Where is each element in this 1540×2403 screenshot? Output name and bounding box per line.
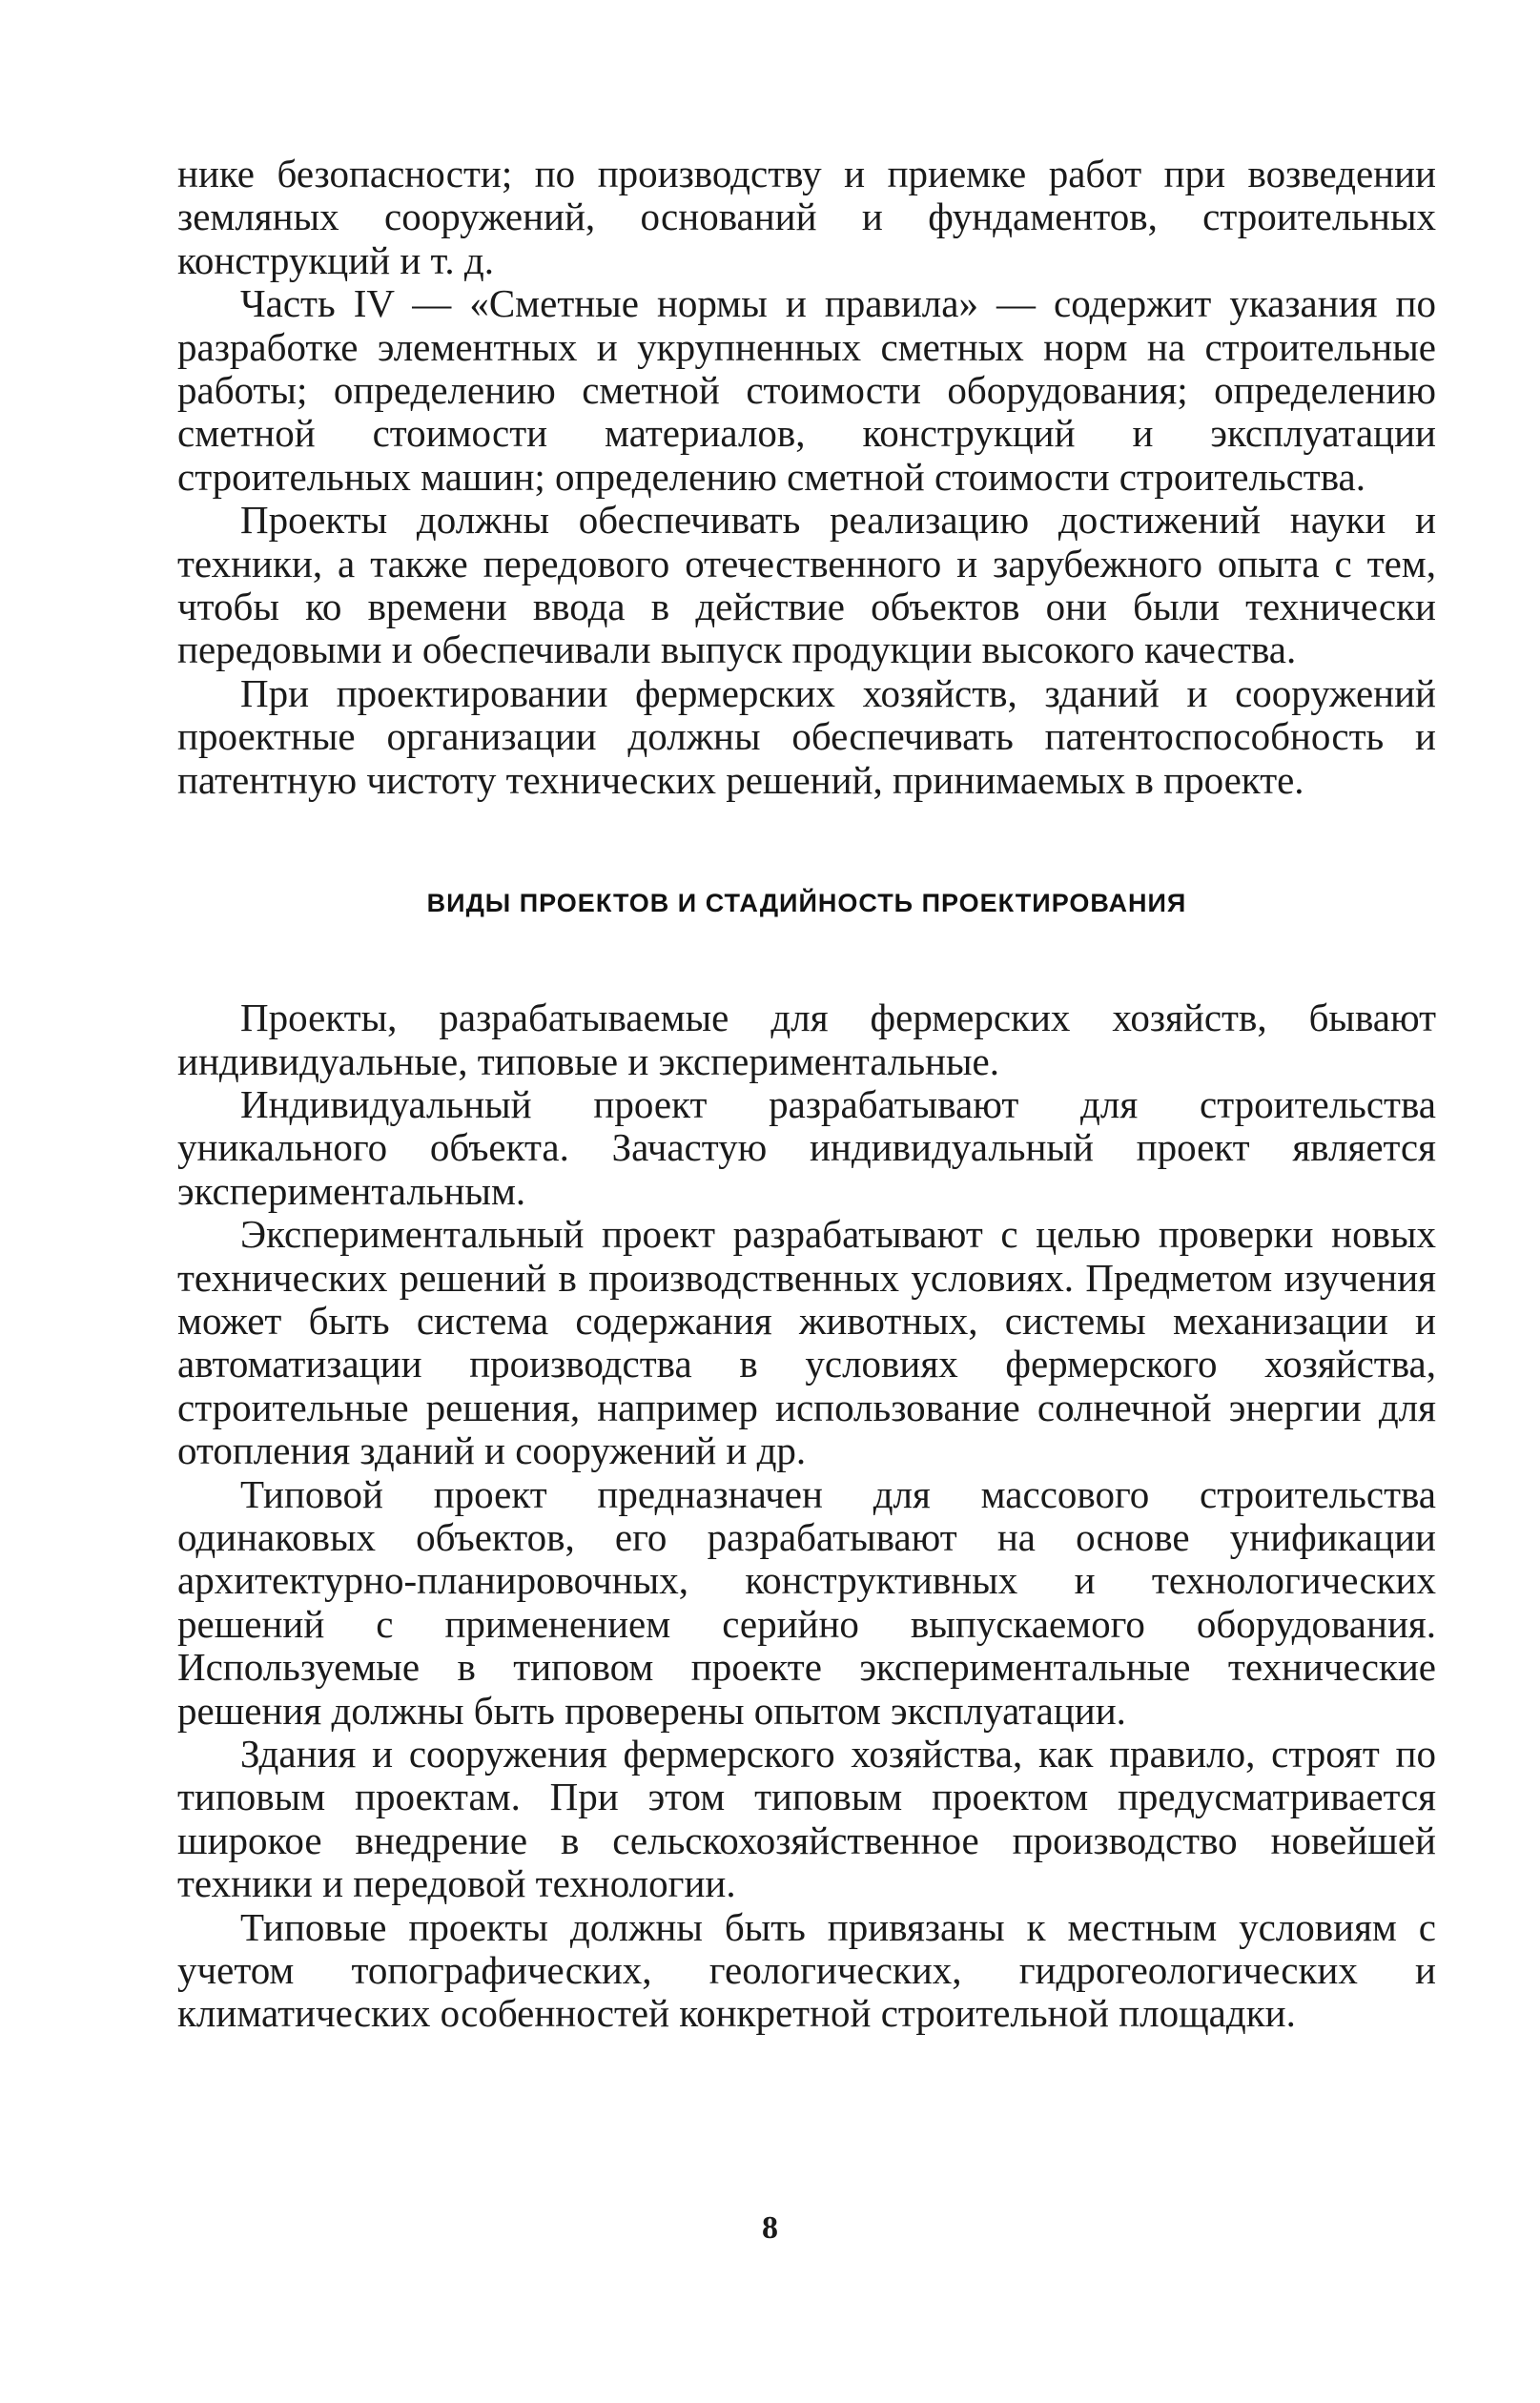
paragraph-typical-project: Типовой проект предназначен для массового строительства одинаковых объектов, его разрабатывают на основе унификации архитектурно-планировочных, конструктивных и технологических решений с применением серийно выпускаемого оборудования. Используемые в типовом проекте экспериментальные технические решения должны быть проверены опытом эксплуатации. — [177, 1471, 1436, 1733]
paragraph-achievements: Проекты должны обеспечивать реализацию достижений науки и техники, а также передового отечественного и зарубежного опыта с тем, чтобы ко времени ввода в действие объектов они были технически передовыми и обеспечивали выпуск продукции высокого качества. — [177, 498, 1436, 672]
paragraph-experimental-project: Экспериментальный проект разрабатывают с целью проверки новых технических решений в производственных условиях. Предметом изучения может быть система содержания животных, системы механизации и автоматизации производства в условиях фермерского хозяйства, строительные решения, например использование солнечной энергии для отопления зданий и сооружений и др. — [177, 1212, 1436, 1473]
page-number: 8 — [762, 2210, 778, 2246]
paragraph-part-iv: Часть IV — «Сметные нормы и правила» — содержит указания по разработке элементных и укрупненных сметных норм на строительные работы; определению сметной стоимости оборудования; определению сметной стоимости материалов, конструкций и эксплуатации строительных машин; определению сметной стоимости строительства. — [177, 281, 1436, 499]
page-body — [177, 153, 1436, 2036]
paragraph-patents: При проектировании фермерских хозяйств, зданий и сооружений проектные организации должны обеспечивать патентоспособность и патентную чистоту технических решений, принимаемых в проекте. — [177, 670, 1436, 802]
paragraph-individual-project: Индивидуальный проект разрабатывают для строительства уникального объекта. Зачастую индивидуальный проект является экспериментальным. — [177, 1081, 1436, 1213]
paragraph-binding: Типовые проекты должны быть привязаны к местным условиям с учетом топографических, геологических, гидрогеологических и климатических особенностей конкретной строительной площадки. — [177, 1904, 1436, 2036]
paragraph-buildings: Здания и сооружения фермерского хозяйства, как правило, строят по типовым проектам. При этом типовым проектом предусматривается широкое внедрение в сельскохозяйственное производство новейшей техники и передовой технологии. — [177, 1732, 1436, 1906]
section-heading: ВИДЫ ПРОЕКТОВ И СТАДИЙНОСТЬ ПРОЕКТИРОВАНИЯ — [426, 889, 1187, 918]
paragraph-continued: нике безопасности; по производству и приемке работ при возведении земляных сооружений, оснований и фундаментов, строительных конструкций и т. д. — [177, 152, 1436, 282]
paragraph-project-types: Проекты, разрабатываемые для фермерских хозяйств, бывают индивидуальные, типовые и экспериментальные. — [177, 996, 1436, 1083]
